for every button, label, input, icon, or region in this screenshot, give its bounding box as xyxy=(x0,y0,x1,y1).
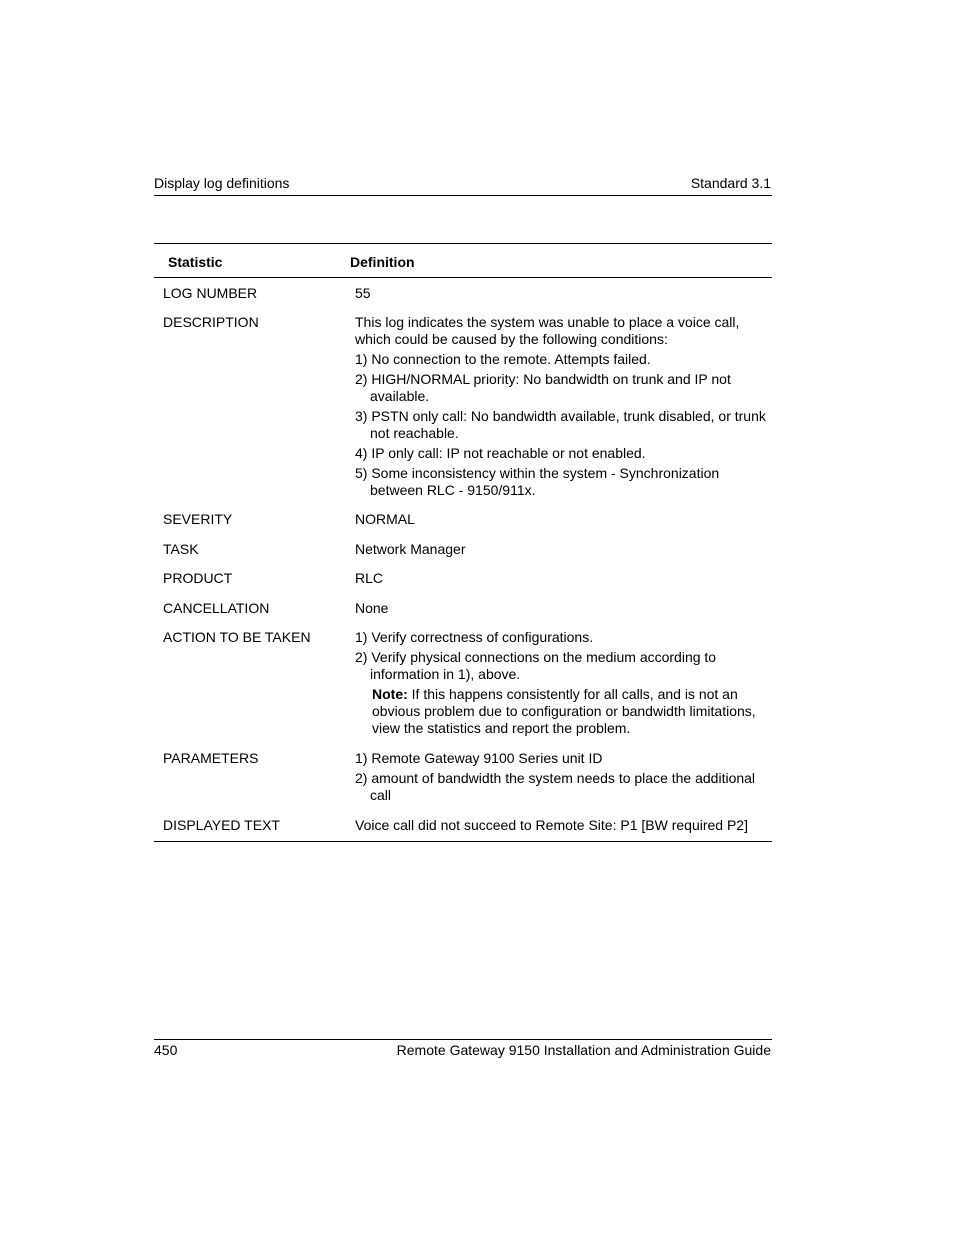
action-item: 2) Verify physical connections on the medium according to information in 1), above. xyxy=(355,649,717,682)
table-row-cancellation xyxy=(154,600,772,617)
action-item: 1) Verify correctness of configurations. xyxy=(355,629,594,645)
header-standard: Standard 3.1 xyxy=(690,175,771,191)
row-label: LOG NUMBER xyxy=(163,285,258,301)
row-label: SEVERITY xyxy=(163,511,233,527)
page-footer xyxy=(154,1039,772,1058)
row-value: Voice call did not succeed to Remote Site: P1 [BW required P2] xyxy=(355,817,748,833)
table-row-task xyxy=(154,541,772,558)
table-header xyxy=(154,244,772,278)
table-row-parameters xyxy=(154,750,772,804)
table-row-description xyxy=(154,314,772,499)
document-title: Remote Gateway 9150 Installation and Administration Guide xyxy=(396,1042,771,1058)
page-header xyxy=(154,175,772,196)
column-header-statistic: Statistic xyxy=(168,254,223,270)
row-label: CANCELLATION xyxy=(163,600,270,616)
row-label: DESCRIPTION xyxy=(163,314,259,330)
row-value: 55 xyxy=(355,285,371,301)
description-item: 2) HIGH/NORMAL priority: No bandwidth on trunk and IP not available. xyxy=(355,371,731,404)
description-item: 4) IP only call: IP not reachable or not enabled. xyxy=(355,445,646,461)
table-row-log-number xyxy=(154,285,772,302)
table-row-action xyxy=(154,629,772,737)
header-section-title: Display log definitions xyxy=(154,175,290,191)
table-row-displayed-text xyxy=(154,817,772,834)
row-label: PARAMETERS xyxy=(163,750,259,766)
parameter-item: 2) amount of bandwidth the system needs to place the additional call xyxy=(355,770,756,803)
description-intro: This log indicates the system was unable to place a voice call, which could be caused by the following conditions: xyxy=(355,314,740,347)
description-item: 1) No connection to the remote. Attempts failed. xyxy=(355,351,651,367)
column-header-definition: Definition xyxy=(350,254,415,270)
table-row-product xyxy=(154,570,772,587)
row-value: Network Manager xyxy=(355,541,466,557)
row-value: None xyxy=(355,600,389,616)
row-label: TASK xyxy=(163,541,199,557)
note-label: Note: xyxy=(372,686,408,702)
row-value: RLC xyxy=(355,570,384,586)
parameter-item: 1) Remote Gateway 9100 Series unit ID xyxy=(355,750,603,766)
page-number: 450 xyxy=(154,1042,178,1058)
description-item: 3) PSTN only call: No bandwidth available, trunk disabled, or trunk not reachable. xyxy=(355,408,766,441)
row-label: PRODUCT xyxy=(163,570,233,586)
note-text: If this happens consistently for all calls, and is not an obvious problem due to configuration or bandwidth limitations, view the statistics and report the problem. xyxy=(372,686,756,736)
row-label: DISPLAYED TEXT xyxy=(163,817,280,833)
log-definition-table xyxy=(154,243,772,842)
row-label: ACTION TO BE TAKEN xyxy=(163,629,311,645)
action-note xyxy=(355,686,772,737)
table-row-severity xyxy=(154,511,772,528)
description-item: 5) Some inconsistency within the system - Synchronization between RLC - 9150/911x. xyxy=(355,465,720,498)
row-value: NORMAL xyxy=(355,511,415,527)
